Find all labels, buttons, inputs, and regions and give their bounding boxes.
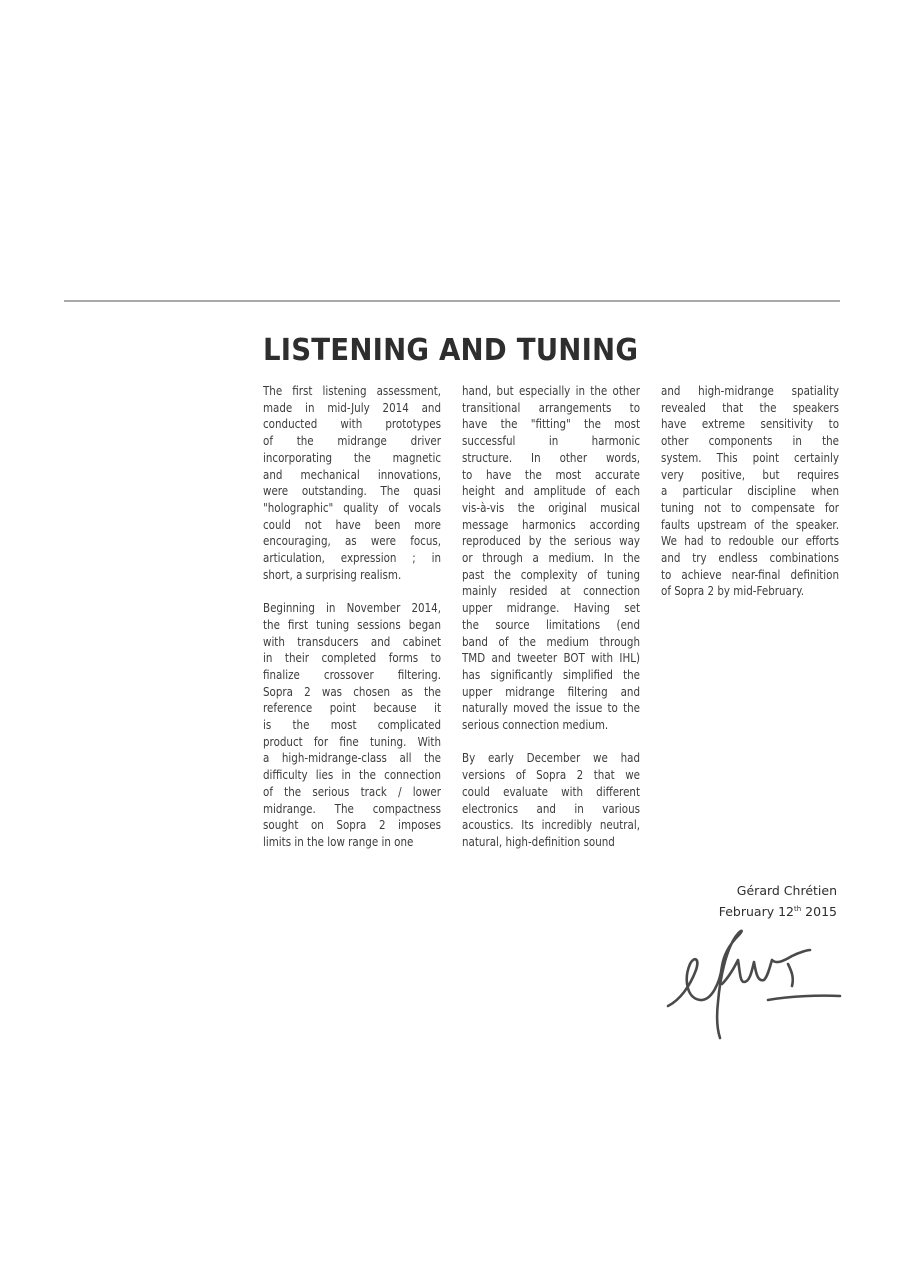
text-line: incorporating the magnetic: [263, 450, 442, 465]
text-line: other components in the: [661, 434, 840, 449]
text-line: a high-midrange-class all the: [263, 751, 442, 766]
text-line: difficulty lies in the connection: [263, 768, 442, 783]
date-year: 2015: [801, 904, 837, 919]
text-line: faults upstream of the speaker.: [661, 517, 840, 532]
text-line: very positive, but requires: [661, 467, 840, 482]
text-line: Sopra 2 was chosen as the: [263, 684, 442, 699]
text-line: structure. In other words,: [462, 450, 641, 465]
text-line: have the "fitting" the most: [462, 417, 641, 432]
horizontal-rule: [64, 300, 840, 302]
text-line: Beginning in November 2014,: [263, 601, 442, 616]
text-line: finalize crossover filtering.: [263, 667, 442, 682]
text-line: the source limitations (end: [462, 617, 641, 632]
text-line: conducted with prototypes: [263, 417, 442, 432]
handwritten-signature: [660, 920, 850, 1050]
text-line: past the complexity of tuning: [462, 567, 641, 582]
text-line: is the most complicated: [263, 718, 442, 733]
date-suffix: th: [794, 905, 802, 913]
paragraph: [263, 383, 441, 583]
text-line: of the serious track / lower: [263, 784, 442, 799]
text-line: and high-midrange spatiality: [661, 384, 840, 398]
text-line: the first tuning sessions began: [263, 617, 442, 632]
text-line: electronics and in various: [462, 801, 641, 816]
text-line: have extreme sensitivity to: [661, 417, 840, 432]
text-line: mainly resided at connection: [462, 584, 641, 599]
text-line: band of the medium through: [462, 634, 641, 649]
text-line: and mechanical innovations,: [263, 467, 442, 482]
text-line: short, a surprising realism.: [263, 567, 402, 582]
text-line: By early December we had: [462, 751, 641, 766]
text-line: encouraging, as were focus,: [263, 534, 442, 549]
text-line: We had to redouble our efforts: [661, 534, 840, 549]
text-line: height and amplitude of each: [462, 484, 641, 499]
signature-stroke-mid: [722, 950, 810, 984]
text-line: acoustics. Its incredibly neutral,: [462, 818, 641, 833]
paragraph: [462, 750, 640, 850]
page-title: LISTENING AND TUNING: [263, 333, 639, 368]
text-line: of Sopra 2 by mid-February.: [661, 584, 805, 599]
text-line: articulation, expression ; in: [263, 551, 442, 566]
text-line: system. This point certainly: [661, 450, 840, 465]
text-line: hand, but especially in the other: [462, 384, 641, 398]
text-line: limits in the low range in one: [263, 834, 414, 849]
text-line: to achieve near-final definition: [661, 567, 840, 582]
signature-stroke-tick: [788, 964, 793, 986]
signature-stroke-underline: [768, 996, 840, 1000]
text-line: reference point because it: [263, 701, 442, 716]
paragraph: [263, 600, 441, 851]
text-column-2: [462, 383, 640, 867]
text-line: versions of Sopra 2 that we: [462, 768, 641, 783]
text-line: with transducers and cabinet: [263, 634, 442, 649]
text-line: in their completed forms to: [263, 651, 442, 666]
text-line: "holographic" quality of vocals: [263, 500, 442, 515]
text-line: naturally moved the issue to the: [462, 701, 641, 716]
text-line: serious connection medium.: [462, 718, 609, 733]
signoff-date: [719, 900, 837, 921]
text-line: transitional arrangements to: [462, 400, 641, 415]
text-line: sought on Sopra 2 imposes: [263, 818, 442, 833]
signature-stroke-main: [668, 931, 742, 1038]
text-line: TMD and tweeter BOT with IHL): [462, 651, 641, 666]
text-line: were outstanding. The quasi: [263, 484, 442, 499]
author-name: Gérard Chrétien: [736, 883, 837, 898]
text-line: and try endless combinations: [661, 551, 840, 566]
paragraph: [462, 383, 640, 734]
text-line: vis-à-vis the original musical: [462, 500, 641, 515]
text-line: revealed that the speakers: [661, 400, 840, 415]
text-line: product for fine tuning. With: [263, 734, 442, 749]
text-line: tuning not to compensate for: [661, 500, 840, 515]
text-line: reproduced by the serious way: [462, 534, 641, 549]
text-line: of the midrange driver: [263, 434, 442, 449]
text-line: successful in harmonic: [462, 434, 641, 449]
text-line: made in mid-July 2014 and: [263, 400, 442, 415]
text-column-3: [661, 383, 839, 617]
text-line: upper midrange filtering and: [462, 684, 641, 699]
text-line: or through a medium. In the: [462, 551, 641, 566]
text-line: could evaluate with different: [462, 784, 641, 799]
text-column-1: [263, 383, 441, 867]
date-month: February 12: [718, 904, 795, 919]
text-line: upper midrange. Having set: [462, 601, 641, 616]
text-line: could not have been more: [263, 517, 442, 532]
text-line: a particular discipline when: [661, 484, 840, 499]
signoff-block: [719, 882, 837, 921]
text-line: message harmonics according: [462, 517, 641, 532]
paragraph: [661, 383, 839, 600]
text-line: has significantly simplified the: [462, 667, 641, 682]
text-line: The first listening assessment,: [263, 384, 442, 398]
text-line: natural, high-definition sound: [462, 834, 615, 849]
text-line: midrange. The compactness: [263, 801, 442, 816]
text-line: to have the most accurate: [462, 467, 641, 482]
